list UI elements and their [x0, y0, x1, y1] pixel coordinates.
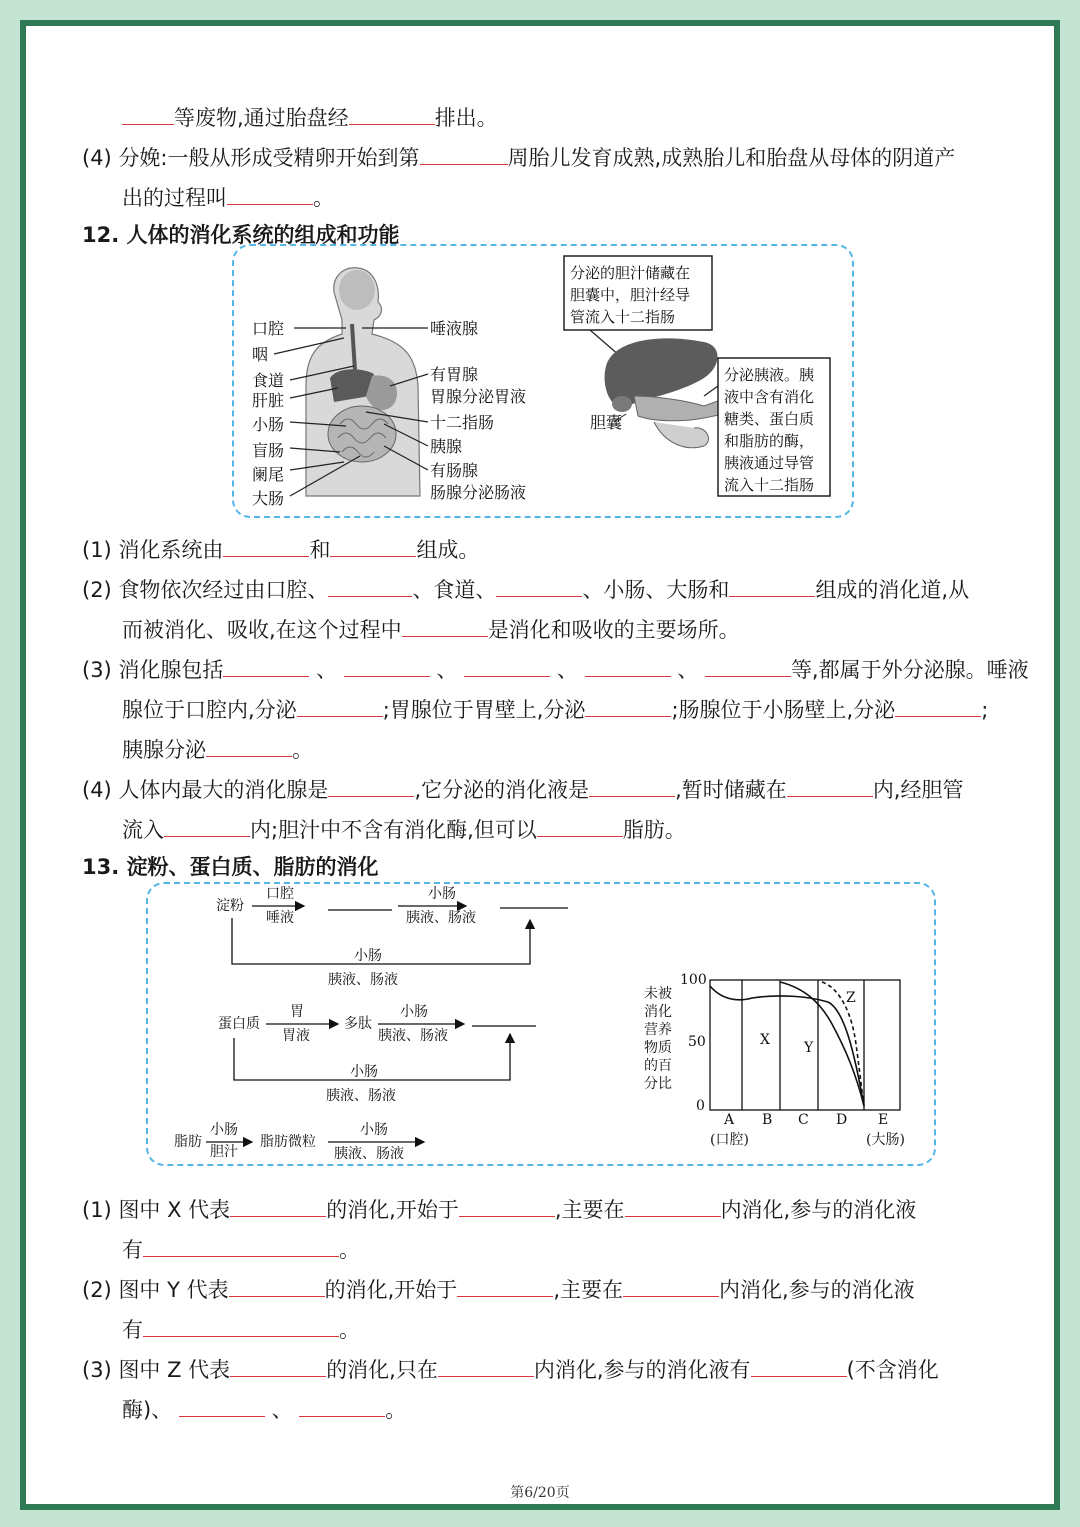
answer-blank[interactable] [585, 654, 671, 677]
text-line [122, 814, 686, 845]
question-number: (1) [82, 538, 112, 562]
label-small-intestine: 小肠 [252, 415, 285, 434]
text-line [122, 1394, 406, 1425]
answer-blank[interactable] [297, 694, 383, 717]
answer-blank[interactable] [122, 102, 174, 125]
flow-peptide: 多肽 [344, 1016, 372, 1032]
answer-blank[interactable] [464, 654, 550, 677]
text: (不含消化 [846, 1358, 939, 1382]
label-gastric-gland: 有胃腺 [430, 365, 479, 384]
curve-label-x: X [760, 1032, 770, 1048]
text-line [122, 1234, 360, 1265]
answer-blank[interactable] [729, 574, 815, 597]
text: 、 [556, 658, 578, 682]
question-number: (2) [82, 578, 112, 602]
question-line [82, 1194, 916, 1225]
question-number: (3) [82, 1358, 112, 1382]
text: 、小肠、大肠和 [582, 578, 730, 602]
text: 。 [292, 738, 313, 762]
label-salivary-gland: 唾液腺 [430, 319, 479, 338]
digestive-system-diagram [234, 246, 852, 516]
pancreas-note-line: 流入十二指肠 [724, 476, 815, 494]
flow-gastric-juice: 胃液 [282, 1028, 310, 1044]
text: 分娩:一般从形成受精卵开始到第 [118, 146, 420, 170]
answer-blank[interactable] [223, 654, 309, 677]
answer-blank[interactable] [623, 1274, 719, 1297]
pancreas-note-line: 胰液通过导管 [724, 454, 815, 472]
flow-small-intestine: 小肠 [428, 886, 456, 902]
flow-small-intestine: 小肠 [354, 948, 382, 964]
pancreas-note-line: 糖类、蛋白质 [724, 410, 815, 428]
text: 酶)、 [122, 1398, 173, 1422]
text: ,主要在 [554, 1198, 625, 1222]
text: 出的过程叫 [122, 186, 227, 210]
flow-small-intestine: 小肠 [400, 1004, 428, 1020]
answer-blank[interactable] [143, 1234, 339, 1257]
text: 内消化,参与的消化液 [719, 1278, 915, 1302]
label-pancreas: 胰腺 [430, 437, 463, 456]
answer-blank[interactable] [895, 694, 981, 717]
text: 的消化,开始于 [324, 1278, 458, 1302]
answer-blank[interactable] [457, 1274, 553, 1297]
question-line [82, 142, 955, 173]
text: 有 [122, 1238, 143, 1262]
text: 而被消化、吸收,在这个过程中 [122, 618, 402, 642]
text: 。 [339, 1318, 360, 1342]
flow-protein: 蛋白质 [218, 1016, 260, 1032]
question-number: (1) [82, 1198, 112, 1222]
digestive-system-figure [232, 244, 854, 518]
answer-blank[interactable] [349, 102, 435, 125]
text: 周胎儿发育成熟,成熟胎儿和胎盘从母体的阴道产 [507, 146, 956, 170]
text-line [122, 182, 334, 213]
flow-fat-particles: 脂肪微粒 [260, 1134, 316, 1150]
chart-xsub-left: (口腔) [710, 1132, 749, 1148]
answer-blank[interactable] [299, 1394, 385, 1417]
answer-blank[interactable] [223, 534, 309, 557]
text: 脂肪。 [622, 818, 686, 842]
flow-bile: 胆汁 [210, 1144, 238, 1160]
chart-ytick: 0 [696, 1098, 705, 1114]
pancreas-note-line: 液中含有消化 [724, 388, 815, 406]
text: 是消化和吸收的主要场所。 [487, 618, 740, 642]
chart-ylabel-line: 消化 [644, 1004, 672, 1020]
flow-stomach: 胃 [290, 1004, 304, 1020]
text: ,主要在 [553, 1278, 623, 1302]
text: 排出。 [434, 106, 498, 130]
text: 内,经胆管 [872, 778, 964, 802]
bile-note-line: 管流入十二指肠 [570, 308, 676, 326]
answer-blank[interactable] [537, 814, 623, 837]
flow-fat: 脂肪 [174, 1134, 202, 1150]
flow-pancreatic-intestinal: 胰液、肠液 [326, 1088, 396, 1104]
question-line [82, 534, 479, 565]
label-esophagus: 食道 [252, 371, 285, 390]
bile-note-line: 分泌的胆汁储藏在 [570, 264, 691, 282]
text: 的消化,开始于 [326, 1198, 459, 1222]
text: ; [981, 698, 989, 722]
text: 、 [316, 658, 338, 682]
text: ;肠腺位于小肠壁上,分泌 [671, 698, 896, 722]
text: 、食道、 [412, 578, 497, 602]
flow-small-intestine: 小肠 [350, 1064, 378, 1080]
answer-blank[interactable] [206, 734, 292, 757]
page-number: 第6/20页 [510, 1485, 570, 1501]
text: 。 [385, 1398, 407, 1422]
answer-blank[interactable] [589, 774, 675, 797]
flow-saliva: 唾液 [266, 910, 294, 926]
label-intestinal-juice: 肠腺分泌肠液 [430, 483, 527, 502]
chart-ylabel-line: 未被 [644, 986, 672, 1002]
chart-xtick: B [762, 1112, 773, 1128]
pancreas-note-line: 和脂肪的酶， [724, 432, 815, 450]
chart-ylabel-line: 营养 [644, 1022, 672, 1038]
section-13-title: 13. 淀粉、蛋白质、脂肪的消化 [82, 855, 379, 879]
text: 。 [313, 186, 334, 210]
text: 、 [436, 658, 458, 682]
label-gallbladder: 胆囊 [590, 413, 623, 432]
text: 组成。 [416, 538, 480, 562]
answer-blank[interactable] [751, 1354, 847, 1377]
answer-blank[interactable] [402, 614, 488, 637]
chart-ylabel-line: 的百 [644, 1058, 672, 1074]
flow-pancreatic-intestinal: 胰液、肠液 [328, 972, 398, 988]
text: 、 [677, 658, 699, 682]
label-gastric-juice: 胃腺分泌胃液 [430, 387, 527, 406]
label-large-intestine: 大肠 [252, 489, 285, 508]
digestion-flow-and-chart [148, 884, 934, 1164]
text: 的消化,只在 [326, 1358, 438, 1382]
chart-xtick: E [878, 1112, 889, 1128]
label-duodenum: 十二指肠 [430, 413, 495, 432]
label-pharynx: 咽 [252, 345, 269, 364]
text: 。 [339, 1238, 360, 1262]
question-number: (2) [82, 1278, 112, 1302]
question-line [82, 654, 1029, 685]
flow-small-intestine: 小肠 [210, 1122, 238, 1138]
chart-ytick: 50 [688, 1034, 706, 1050]
curve-label-z: Z [846, 990, 856, 1006]
answer-blank[interactable] [625, 1194, 721, 1217]
text: 图中 X 代表 [118, 1198, 231, 1222]
flow-small-intestine: 小肠 [360, 1122, 388, 1138]
text: 内;胆汁中不含有消化酶,但可以 [250, 818, 537, 842]
digestion-figure [146, 882, 936, 1166]
flow-pancreatic-intestinal: 胰液、肠液 [334, 1146, 404, 1162]
question-line [82, 774, 964, 805]
text: 内消化,参与的消化液 [720, 1198, 917, 1222]
chart-xtick: D [836, 1112, 848, 1128]
question-number: (4) [82, 778, 112, 802]
question-line [82, 1354, 939, 1385]
worksheet-page [20, 20, 1060, 1510]
text: ;胃腺位于胃壁上,分泌 [382, 698, 586, 722]
text: 胰腺分泌 [122, 738, 206, 762]
answer-blank[interactable] [438, 1354, 534, 1377]
text: 等,都属于外分泌腺。唾液 [790, 658, 1029, 682]
answer-blank[interactable] [496, 574, 582, 597]
label-liver: 肝脏 [252, 391, 285, 410]
answer-blank[interactable] [585, 694, 671, 717]
section-12-title: 12. 人体的消化系统的组成和功能 [82, 223, 400, 247]
chart-ylabel-line: 物质 [644, 1040, 672, 1056]
text: 人体内最大的消化腺是 [118, 778, 329, 802]
answer-blank[interactable] [328, 774, 414, 797]
answer-blank[interactable] [179, 1394, 265, 1417]
curve-label-y: Y [804, 1040, 814, 1056]
answer-blank[interactable] [230, 1194, 326, 1217]
text: ,暂时储藏在 [675, 778, 787, 802]
pancreas-note-line: 分泌胰液。胰 [724, 366, 815, 384]
label-appendix: 阑尾 [252, 465, 285, 484]
flow-mouth: 口腔 [266, 886, 294, 902]
text-line [122, 1314, 360, 1345]
question-number: (3) [82, 658, 112, 682]
chart-xtick: A [724, 1112, 735, 1128]
answer-blank[interactable] [705, 654, 791, 677]
label-intestinal-gland: 有肠腺 [430, 461, 479, 480]
answer-blank[interactable] [330, 534, 416, 557]
text-line [122, 694, 988, 725]
text: 图中 Z 代表 [118, 1358, 231, 1382]
label-cecum: 盲肠 [252, 441, 285, 460]
text: 、 [271, 1398, 293, 1422]
bile-note-line: 胆囊中，胆汁经导 [570, 286, 691, 304]
answer-blank[interactable] [143, 1314, 339, 1337]
chart-ylabel-line: 分比 [644, 1076, 672, 1092]
text: 等废物,通过胎盘经 [174, 106, 349, 130]
text: 消化腺包括 [118, 658, 224, 682]
text: 有 [122, 1318, 143, 1342]
text-line [122, 102, 498, 133]
answer-blank[interactable] [229, 1274, 325, 1297]
label-mouth: 口腔 [252, 319, 285, 338]
question-line [82, 574, 969, 605]
answer-blank[interactable] [420, 142, 508, 165]
text: 和 [309, 538, 331, 562]
answer-blank[interactable] [344, 654, 430, 677]
text: 图中 Y 代表 [118, 1278, 229, 1302]
answer-blank[interactable] [230, 1354, 326, 1377]
chart-xsub-right: (大肠) [866, 1132, 905, 1148]
answer-blank[interactable] [227, 182, 313, 205]
text: 流入 [122, 818, 164, 842]
question-number: (4) [82, 146, 112, 170]
answer-blank[interactable] [787, 774, 873, 797]
flow-pancreatic-intestinal: 胰液、肠液 [378, 1028, 448, 1044]
text-line [122, 614, 740, 645]
question-line [82, 1274, 915, 1305]
text: 腺位于口腔内,分泌 [122, 698, 297, 722]
text: ,它分泌的消化液是 [414, 778, 590, 802]
text: 组成的消化道,从 [815, 578, 970, 602]
text-line [122, 734, 313, 765]
text: 内消化,参与的消化液有 [533, 1358, 751, 1382]
chart-xtick: C [798, 1112, 809, 1128]
answer-blank[interactable] [164, 814, 250, 837]
flow-pancreatic-intestinal: 胰液、肠液 [406, 910, 476, 926]
chart-ytick: 100 [680, 972, 707, 988]
flow-starch: 淀粉 [216, 898, 244, 914]
text: 食物依次经过由口腔、 [118, 578, 329, 602]
answer-blank[interactable] [328, 574, 412, 597]
text: 消化系统由 [118, 538, 224, 562]
answer-blank[interactable] [459, 1194, 555, 1217]
